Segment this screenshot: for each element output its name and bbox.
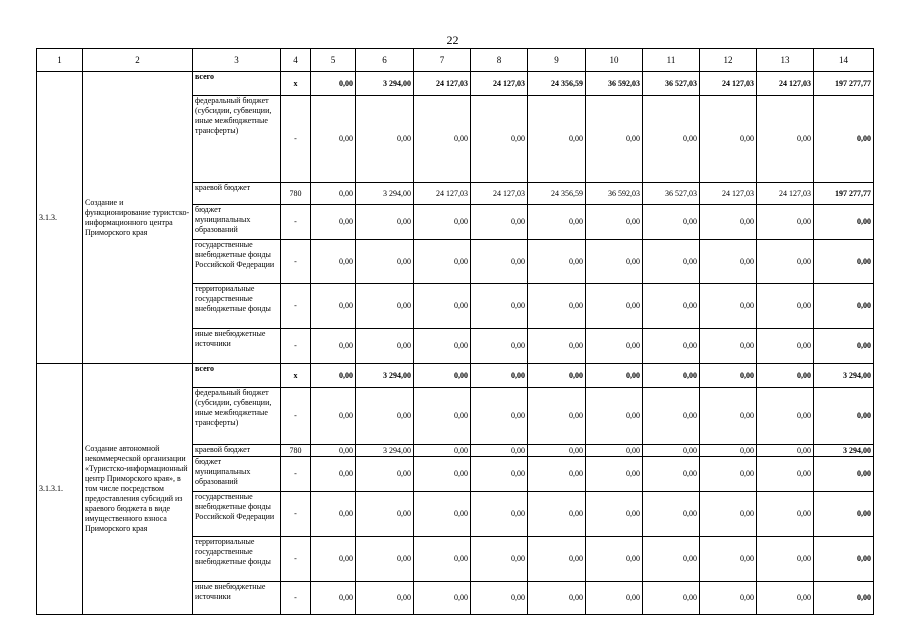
amount-cell: 0,00 — [311, 240, 356, 284]
amount-cell: 3 294,00 — [356, 445, 414, 457]
amount-cell: 0,00 — [643, 364, 700, 388]
funding-source: бюджет муниципальных образований — [193, 457, 281, 492]
amount-cell: 0,00 — [814, 240, 874, 284]
amount-cell: 0,00 — [471, 96, 528, 183]
amount-cell: 0,00 — [311, 364, 356, 388]
amount-cell: 0,00 — [311, 492, 356, 537]
amount-cell: 0,00 — [528, 205, 586, 240]
item-name: Создание автономной некоммерческой организации «Туристско-информационный центр Приморского края», в том числе посредством предоставления субсидий из краевого бюджета в виде имущественного взноса Приморского края — [83, 364, 193, 615]
amount-cell: 0,00 — [814, 96, 874, 183]
amount-cell: 0,00 — [414, 205, 471, 240]
funding-source: государственные внебюджетные фонды Российской Федерации — [193, 492, 281, 537]
amount-cell: 0,00 — [528, 445, 586, 457]
amount-cell: 24 127,03 — [700, 183, 757, 205]
amount-cell: 0,00 — [471, 240, 528, 284]
amount-cell: 0,00 — [414, 492, 471, 537]
funding-source: краевой бюджет — [193, 445, 281, 457]
amount-cell: 24 127,03 — [757, 183, 814, 205]
amount-cell: 0,00 — [643, 457, 700, 492]
amount-cell: 0,00 — [311, 582, 356, 615]
amount-cell: 0,00 — [356, 284, 414, 329]
funding-source: иные внебюджетные источники — [193, 329, 281, 364]
amount-cell: 0,00 — [311, 537, 356, 582]
amount-cell: 0,00 — [311, 388, 356, 445]
funding-source: территориальные государственные внебюджетные фонды — [193, 537, 281, 582]
amount-cell: 0,00 — [814, 492, 874, 537]
budget-code: х — [281, 364, 311, 388]
item-code: 3.1.3.1. — [37, 364, 83, 615]
header-cell: 8 — [471, 49, 528, 72]
amount-cell: 0,00 — [528, 582, 586, 615]
amount-cell: 0,00 — [528, 388, 586, 445]
header-cell: 5 — [311, 49, 356, 72]
amount-cell: 0,00 — [643, 240, 700, 284]
amount-cell: 0,00 — [356, 329, 414, 364]
amount-cell: 0,00 — [586, 284, 643, 329]
funding-source: федеральный бюджет (субсидии, субвенции, иные межбюджетные трансферты) — [193, 96, 281, 183]
funding-source: государственные внебюджетные фонды Российской Федерации — [193, 240, 281, 284]
amount-cell: 0,00 — [586, 457, 643, 492]
amount-cell: 3 294,00 — [814, 445, 874, 457]
amount-cell: 0,00 — [356, 205, 414, 240]
amount-cell: 0,00 — [814, 537, 874, 582]
budget-code: - — [281, 96, 311, 183]
amount-cell: 0,00 — [414, 457, 471, 492]
amount-cell: 0,00 — [814, 388, 874, 445]
funding-source: бюджет муниципальных образований — [193, 205, 281, 240]
amount-cell: 0,00 — [643, 445, 700, 457]
amount-cell: 0,00 — [356, 582, 414, 615]
budget-code: - — [281, 329, 311, 364]
amount-cell: 3 294,00 — [356, 72, 414, 96]
header-cell: 1 — [37, 49, 83, 72]
amount-cell: 0,00 — [414, 582, 471, 615]
amount-cell: 24 127,03 — [757, 72, 814, 96]
amount-cell: 0,00 — [471, 537, 528, 582]
budget-code: - — [281, 205, 311, 240]
header-cell: 14 — [814, 49, 874, 72]
amount-cell: 0,00 — [586, 388, 643, 445]
amount-cell: 0,00 — [757, 388, 814, 445]
amount-cell: 197 277,77 — [814, 72, 874, 96]
amount-cell: 0,00 — [528, 284, 586, 329]
amount-cell: 0,00 — [471, 492, 528, 537]
funding-source: иные внебюджетные источники — [193, 582, 281, 615]
amount-cell: 0,00 — [528, 364, 586, 388]
budget-code: - — [281, 492, 311, 537]
amount-cell: 0,00 — [643, 388, 700, 445]
amount-cell: 0,00 — [814, 329, 874, 364]
amount-cell: 0,00 — [700, 284, 757, 329]
amount-cell: 0,00 — [471, 582, 528, 615]
amount-cell: 0,00 — [586, 240, 643, 284]
amount-cell: 0,00 — [414, 96, 471, 183]
amount-cell: 0,00 — [311, 183, 356, 205]
amount-cell: 0,00 — [311, 329, 356, 364]
funding-source: территориальные государственные внебюджетные фонды — [193, 284, 281, 329]
amount-cell: 0,00 — [356, 492, 414, 537]
amount-cell: 0,00 — [471, 388, 528, 445]
amount-cell: 0,00 — [814, 582, 874, 615]
amount-cell: 24 356,59 — [528, 72, 586, 96]
header-cell: 10 — [586, 49, 643, 72]
amount-cell: 0,00 — [757, 284, 814, 329]
amount-cell: 0,00 — [700, 492, 757, 537]
budget-code: 780 — [281, 183, 311, 205]
amount-cell: 0,00 — [643, 205, 700, 240]
amount-cell: 0,00 — [356, 240, 414, 284]
amount-cell: 0,00 — [311, 284, 356, 329]
amount-cell: 0,00 — [757, 96, 814, 183]
header-cell: 12 — [700, 49, 757, 72]
amount-cell: 0,00 — [414, 329, 471, 364]
item-name: Создание и функционирование туристско-информационного центра Приморского края — [83, 72, 193, 364]
budget-code: - — [281, 240, 311, 284]
amount-cell: 0,00 — [311, 96, 356, 183]
amount-cell: 0,00 — [757, 537, 814, 582]
amount-cell: 24 127,03 — [471, 183, 528, 205]
amount-cell: 0,00 — [414, 364, 471, 388]
amount-cell: 24 127,03 — [700, 72, 757, 96]
amount-cell: 0,00 — [757, 329, 814, 364]
header-row — [37, 49, 874, 72]
amount-cell: 0,00 — [700, 582, 757, 615]
amount-cell: 0,00 — [700, 537, 757, 582]
amount-cell: 0,00 — [643, 582, 700, 615]
amount-cell: 0,00 — [586, 364, 643, 388]
header-cell: 9 — [528, 49, 586, 72]
amount-cell: 0,00 — [528, 492, 586, 537]
amount-cell: 0,00 — [643, 492, 700, 537]
amount-cell: 0,00 — [528, 240, 586, 284]
amount-cell: 0,00 — [757, 492, 814, 537]
amount-cell: 0,00 — [586, 537, 643, 582]
amount-cell: 0,00 — [757, 582, 814, 615]
amount-cell: 36 592,03 — [586, 72, 643, 96]
amount-cell: 0,00 — [414, 388, 471, 445]
funding-source: всего — [193, 364, 281, 388]
header-cell: 11 — [643, 49, 700, 72]
amount-cell: 0,00 — [414, 284, 471, 329]
amount-cell: 197 277,77 — [814, 183, 874, 205]
table-row — [37, 364, 874, 388]
amount-cell: 24 127,03 — [414, 72, 471, 96]
amount-cell: 0,00 — [814, 457, 874, 492]
amount-cell: 0,00 — [700, 364, 757, 388]
amount-cell: 0,00 — [471, 205, 528, 240]
budget-code: - — [281, 284, 311, 329]
amount-cell: 0,00 — [311, 205, 356, 240]
amount-cell: 0,00 — [471, 457, 528, 492]
amount-cell: 0,00 — [528, 329, 586, 364]
amount-cell: 0,00 — [471, 284, 528, 329]
amount-cell: 0,00 — [757, 364, 814, 388]
amount-cell: 36 527,03 — [643, 72, 700, 96]
amount-cell: 0,00 — [528, 457, 586, 492]
amount-cell: 0,00 — [528, 537, 586, 582]
amount-cell: 0,00 — [414, 240, 471, 284]
amount-cell: 0,00 — [586, 205, 643, 240]
amount-cell: 0,00 — [643, 96, 700, 183]
amount-cell: 0,00 — [471, 329, 528, 364]
amount-cell: 0,00 — [356, 537, 414, 582]
amount-cell: 24 356,59 — [528, 183, 586, 205]
header-cell: 4 — [281, 49, 311, 72]
budget-code: х — [281, 72, 311, 96]
header-cell: 2 — [83, 49, 193, 72]
amount-cell: 0,00 — [757, 205, 814, 240]
amount-cell: 0,00 — [643, 329, 700, 364]
amount-cell: 36 527,03 — [643, 183, 700, 205]
amount-cell: 0,00 — [700, 445, 757, 457]
item-code: 3.1.3. — [37, 72, 83, 364]
amount-cell: 0,00 — [471, 445, 528, 457]
amount-cell: 0,00 — [311, 72, 356, 96]
amount-cell: 0,00 — [757, 445, 814, 457]
amount-cell: 36 592,03 — [586, 183, 643, 205]
amount-cell: 0,00 — [356, 457, 414, 492]
table-row — [37, 72, 874, 96]
header-cell: 6 — [356, 49, 414, 72]
amount-cell: 0,00 — [414, 445, 471, 457]
header-cell: 3 — [193, 49, 281, 72]
budget-code: - — [281, 457, 311, 492]
amount-cell: 0,00 — [311, 445, 356, 457]
amount-cell: 0,00 — [471, 364, 528, 388]
amount-cell: 0,00 — [311, 457, 356, 492]
funding-source: федеральный бюджет (субсидии, субвенции, иные межбюджетные трансферты) — [193, 388, 281, 445]
amount-cell: 0,00 — [356, 96, 414, 183]
budget-code: - — [281, 537, 311, 582]
header-cell: 13 — [757, 49, 814, 72]
amount-cell: 0,00 — [414, 537, 471, 582]
amount-cell: 3 294,00 — [356, 183, 414, 205]
amount-cell: 0,00 — [700, 240, 757, 284]
page-number: 22 — [446, 33, 459, 47]
amount-cell: 0,00 — [643, 537, 700, 582]
amount-cell: 0,00 — [700, 329, 757, 364]
funding-source: всего — [193, 72, 281, 96]
header-cell: 7 — [414, 49, 471, 72]
amount-cell: 0,00 — [586, 582, 643, 615]
budget-table — [36, 48, 874, 615]
amount-cell: 0,00 — [586, 96, 643, 183]
amount-cell: 0,00 — [586, 445, 643, 457]
funding-source: краевой бюджет — [193, 183, 281, 205]
amount-cell: 0,00 — [586, 492, 643, 537]
amount-cell: 0,00 — [700, 388, 757, 445]
amount-cell: 24 127,03 — [471, 72, 528, 96]
amount-cell: 3 294,00 — [814, 364, 874, 388]
amount-cell: 0,00 — [700, 205, 757, 240]
amount-cell: 0,00 — [757, 457, 814, 492]
amount-cell: 0,00 — [528, 96, 586, 183]
amount-cell: 0,00 — [356, 388, 414, 445]
amount-cell: 0,00 — [700, 457, 757, 492]
amount-cell: 0,00 — [814, 205, 874, 240]
amount-cell: 0,00 — [643, 284, 700, 329]
amount-cell: 0,00 — [814, 284, 874, 329]
budget-code: - — [281, 388, 311, 445]
amount-cell: 24 127,03 — [414, 183, 471, 205]
amount-cell: 0,00 — [586, 329, 643, 364]
budget-code: - — [281, 582, 311, 615]
budget-code: 780 — [281, 445, 311, 457]
amount-cell: 3 294,00 — [356, 364, 414, 388]
amount-cell: 0,00 — [700, 96, 757, 183]
amount-cell: 0,00 — [757, 240, 814, 284]
